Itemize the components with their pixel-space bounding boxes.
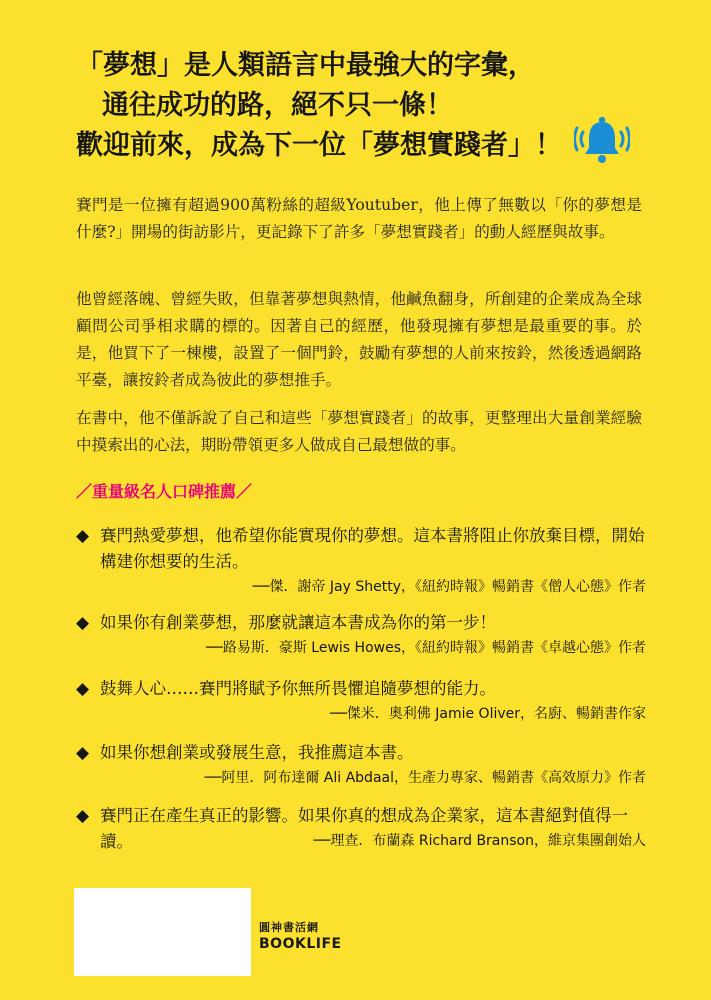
bell-ringing-icon bbox=[574, 112, 630, 168]
quote-text: 賽門熱愛夢想，他希望你能實現你的夢想。這本書將阻止你放棄目標，開始構建你想要的生活。 bbox=[100, 526, 645, 571]
quote-attribution: ──阿里．阿布達爾 Ali Abdaal，生產力專家、暢銷書《高效原力》作者 bbox=[204, 770, 646, 786]
endorsement-quote bbox=[76, 740, 646, 790]
diamond-bullet-icon: ◆ bbox=[76, 679, 90, 699]
publisher-logo bbox=[259, 919, 342, 953]
barcode-placeholder bbox=[74, 888, 251, 976]
diamond-bullet-icon: ◆ bbox=[76, 743, 90, 763]
quote-text: 鼓舞人心……賽門將賦予你無所畏懼追隨夢想的能力。 bbox=[100, 679, 496, 698]
quote-attribution: ──理查．布蘭森 Richard Branson，維京集團創始人 bbox=[313, 833, 646, 849]
endorsement-quote bbox=[76, 676, 646, 726]
book-summary-paragraph: 在書中，他不僅訴說了自己和這些「夢想實踐者」的故事，更整理出大量創業經驗中摸索出的心法，期盼帶領更多人做成自己最想做的事。 bbox=[76, 409, 642, 454]
intro-paragraph: 賽門是一位擁有超過900萬粉絲的超級Youtuber，他上傳了無數以「你的夢想是什麼?」開場的街訪影片，更記錄下了許多「夢想實踐者」的動人經歷與故事。 bbox=[76, 196, 642, 241]
headline-line-1: 「夢想」是人類語言中最強大的字彙， bbox=[76, 50, 535, 81]
quote-text: 如果你有創業夢想，那麼就讓這本書成為你的第一步！ bbox=[100, 613, 496, 632]
story-paragraph: 他曾經落魄、曾經失敗，但靠著夢想與熱情，他鹹魚翻身，所創建的企業成為全球顧問公司爭相求購的標的。因著自己的經歷，他發現擁有夢想是最重要的事。於是，他買下了一棟樓，設置了一個門鈴，鼓勵有夢想的人前來按鈴，然後透過網路平臺，讓按鈴者成為彼此的夢想推手。 bbox=[76, 290, 642, 389]
quote-attribution: ──傑米．奧利佛 Jamie Oliver，名廚、暢銷書作家 bbox=[329, 706, 646, 722]
quote-attribution: ──路易斯．豪斯 Lewis Howes，《紐約時報》暢銷書《卓越心態》作者 bbox=[205, 640, 646, 656]
recommendation-heading: ／重量級名人口碑推薦／ bbox=[76, 482, 253, 501]
endorsement-quote bbox=[76, 523, 646, 599]
endorsement-quote bbox=[76, 803, 646, 853]
diamond-bullet-icon: ◆ bbox=[76, 526, 90, 546]
headline-line-2: 通往成功的路，絕不只一條！ bbox=[102, 90, 453, 121]
headline-line-3: 歡迎前來，成為下一位「夢想實踐者」！ bbox=[76, 130, 562, 161]
quote-attribution: ──傑．謝帝 Jay Shetty，《紐約時報》暢銷書《僧人心態》作者 bbox=[252, 579, 646, 595]
diamond-bullet-icon: ◆ bbox=[76, 613, 90, 633]
publisher-name-chinese: 圓神書活網 bbox=[259, 921, 319, 934]
diamond-bullet-icon: ◆ bbox=[76, 806, 90, 826]
endorsement-quote bbox=[76, 610, 646, 660]
quote-text: 如果你想創業或發展生意，我推薦這本書。 bbox=[100, 743, 414, 762]
publisher-name-english: BOOKLIFE bbox=[259, 936, 342, 952]
quote-text: 賽門正在產生真正的影響。如果你真的想成為企業家，這本書絕對值得一讀。 bbox=[100, 806, 628, 851]
